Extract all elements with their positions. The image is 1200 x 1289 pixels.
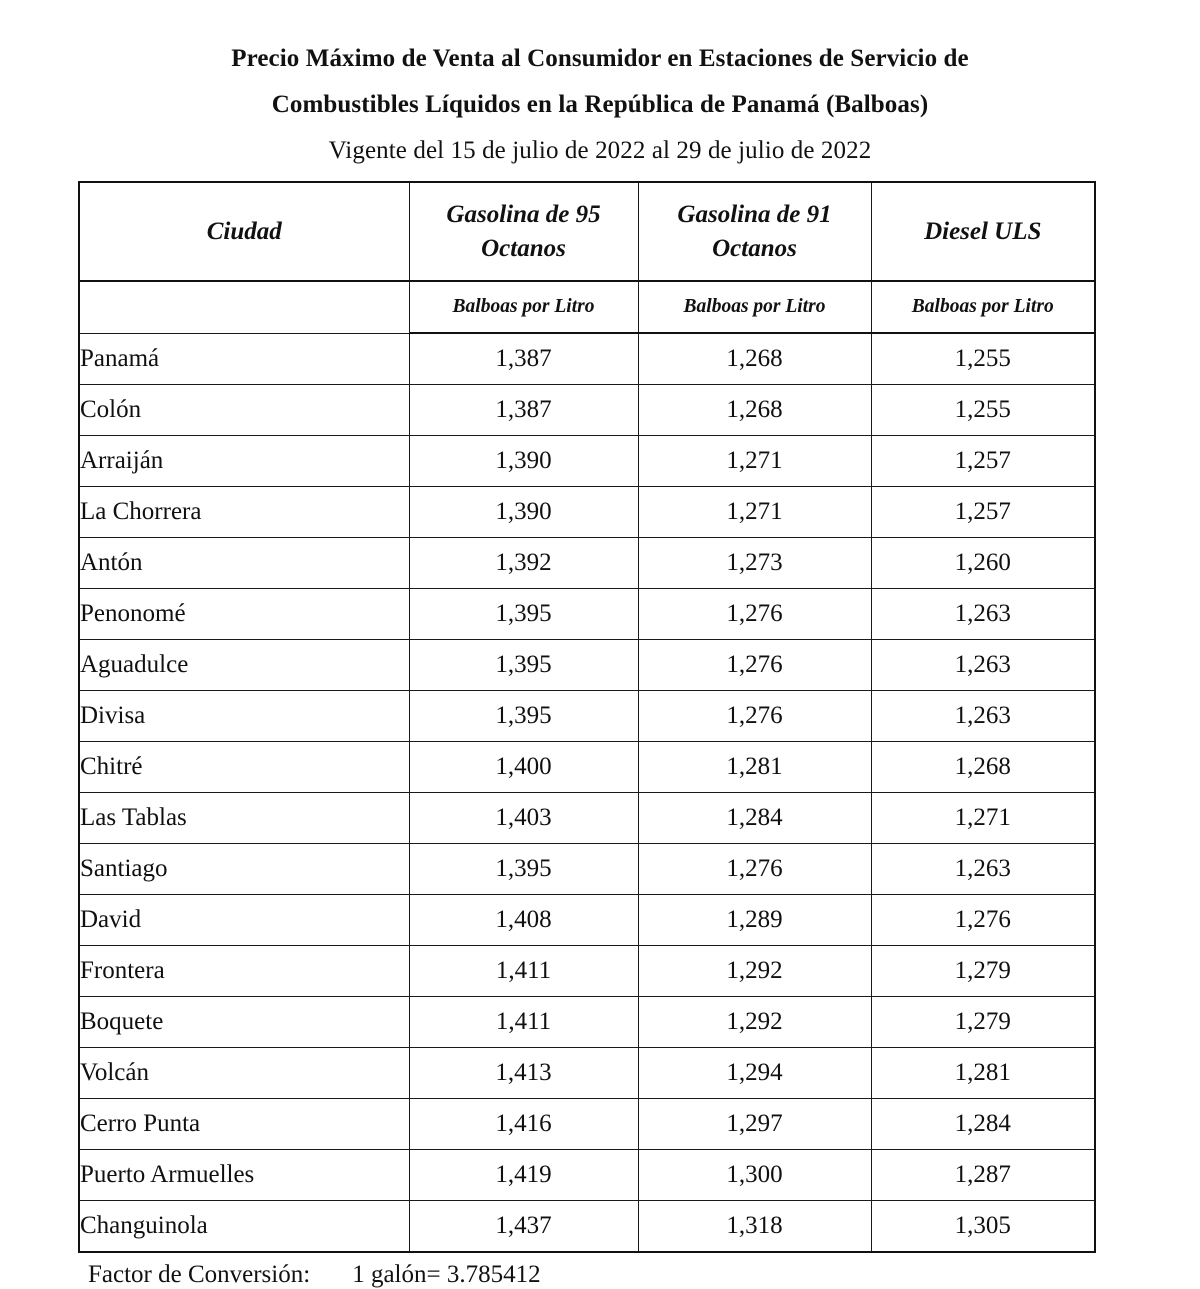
cell-gasolina-91: 1,276: [638, 640, 871, 691]
cell-gasolina-91: 1,271: [638, 487, 871, 538]
cell-gasolina-91: 1,318: [638, 1201, 871, 1253]
table-row: [79, 1150, 1095, 1201]
cell-gasolina-95: 1,387: [409, 333, 638, 385]
unit-header-gasolina-95: Balboas por Litro: [409, 281, 638, 333]
cell-gasolina-91: 1,289: [638, 895, 871, 946]
cell-gasolina-95: 1,411: [409, 997, 638, 1048]
fuel-price-table: [78, 181, 1096, 1253]
cell-city: Divisa: [79, 691, 409, 742]
cell-gasolina-91: 1,276: [638, 691, 871, 742]
cell-city: David: [79, 895, 409, 946]
unit-header-gasolina-91: Balboas por Litro: [638, 281, 871, 333]
table-header: [79, 182, 1095, 333]
cell-city: Changuinola: [79, 1201, 409, 1253]
table-row: [79, 997, 1095, 1048]
cell-diesel-uls: 1,271: [871, 793, 1095, 844]
price-table-container: [78, 181, 1094, 1253]
table-row: [79, 742, 1095, 793]
table-row: [79, 844, 1095, 895]
cell-diesel-uls: 1,263: [871, 691, 1095, 742]
cell-gasolina-91: 1,276: [638, 844, 871, 895]
cell-gasolina-95: 1,416: [409, 1099, 638, 1150]
cell-diesel-uls: 1,287: [871, 1150, 1095, 1201]
table-row: [79, 946, 1095, 997]
conversion-factor-footer: [88, 1261, 1200, 1289]
cell-diesel-uls: 1,268: [871, 742, 1095, 793]
cell-gasolina-95: 1,419: [409, 1150, 638, 1201]
cell-gasolina-95: 1,400: [409, 742, 638, 793]
cell-gasolina-91: 1,284: [638, 793, 871, 844]
cell-gasolina-95: 1,411: [409, 946, 638, 997]
cell-diesel-uls: 1,279: [871, 997, 1095, 1048]
cell-city: Panamá: [79, 333, 409, 385]
table-row: [79, 333, 1095, 385]
cell-city: Frontera: [79, 946, 409, 997]
cell-gasolina-91: 1,273: [638, 538, 871, 589]
cell-diesel-uls: 1,281: [871, 1048, 1095, 1099]
cell-diesel-uls: 1,255: [871, 385, 1095, 436]
column-header-gasolina-91: Gasolina de 91 Octanos: [638, 182, 871, 281]
table-body: [79, 333, 1095, 1252]
conversion-factor-label: Factor de Conversión:: [88, 1261, 311, 1288]
cell-diesel-uls: 1,263: [871, 640, 1095, 691]
column-header-ciudad: Ciudad: [79, 182, 409, 281]
cell-gasolina-91: 1,268: [638, 385, 871, 436]
conversion-factor-value: 1 galón= 3.785412: [352, 1261, 541, 1288]
cell-gasolina-91: 1,281: [638, 742, 871, 793]
cell-gasolina-95: 1,395: [409, 691, 638, 742]
cell-diesel-uls: 1,263: [871, 844, 1095, 895]
cell-city: Antón: [79, 538, 409, 589]
cell-gasolina-91: 1,292: [638, 997, 871, 1048]
table-row: [79, 1201, 1095, 1253]
cell-gasolina-91: 1,276: [638, 589, 871, 640]
table-row: [79, 589, 1095, 640]
cell-diesel-uls: 1,257: [871, 487, 1095, 538]
table-row: [79, 895, 1095, 946]
cell-gasolina-95: 1,437: [409, 1201, 638, 1253]
table-row: [79, 691, 1095, 742]
cell-city: Cerro Punta: [79, 1099, 409, 1150]
cell-diesel-uls: 1,276: [871, 895, 1095, 946]
cell-gasolina-91: 1,268: [638, 333, 871, 385]
table-row: [79, 436, 1095, 487]
document-title-block: [0, 0, 1200, 174]
table-row: [79, 487, 1095, 538]
cell-gasolina-91: 1,292: [638, 946, 871, 997]
column-header-gasolina-95: Gasolina de 95 Octanos: [409, 182, 638, 281]
table-header-row-units: [79, 281, 1095, 333]
cell-gasolina-95: 1,395: [409, 640, 638, 691]
cell-gasolina-95: 1,413: [409, 1048, 638, 1099]
table-row: [79, 640, 1095, 691]
cell-city: Aguadulce: [79, 640, 409, 691]
cell-diesel-uls: 1,255: [871, 333, 1095, 385]
cell-city: Las Tablas: [79, 793, 409, 844]
cell-diesel-uls: 1,260: [871, 538, 1095, 589]
column-header-diesel-uls: Diesel ULS: [871, 182, 1095, 281]
cell-city: Puerto Armuelles: [79, 1150, 409, 1201]
cell-city: Arraiján: [79, 436, 409, 487]
cell-gasolina-95: 1,408: [409, 895, 638, 946]
page-title-line-2: Combustibles Líquidos en la República de Panamá (Balboas): [271, 91, 929, 118]
table-row: [79, 793, 1095, 844]
cell-gasolina-95: 1,390: [409, 487, 638, 538]
cell-gasolina-91: 1,300: [638, 1150, 871, 1201]
table-row: [79, 1099, 1095, 1150]
cell-gasolina-95: 1,403: [409, 793, 638, 844]
table-row: [79, 1048, 1095, 1099]
cell-gasolina-95: 1,392: [409, 538, 638, 589]
cell-gasolina-95: 1,395: [409, 589, 638, 640]
unit-header-diesel-uls: Balboas por Litro: [871, 281, 1095, 333]
cell-city: La Chorrera: [79, 487, 409, 538]
table-row: [79, 385, 1095, 436]
page-title-line-1: Precio Máximo de Venta al Consumidor en Estaciones de Servicio de: [231, 45, 969, 72]
cell-city: Boquete: [79, 997, 409, 1048]
cell-gasolina-95: 1,395: [409, 844, 638, 895]
page-title-line-3: Vigente del 15 de julio de 2022 al 29 de julio de 2022: [328, 137, 872, 164]
cell-city: Penonomé: [79, 589, 409, 640]
cell-gasolina-95: 1,387: [409, 385, 638, 436]
table-header-row-main: [79, 182, 1095, 281]
cell-gasolina-91: 1,271: [638, 436, 871, 487]
cell-diesel-uls: 1,263: [871, 589, 1095, 640]
cell-diesel-uls: 1,279: [871, 946, 1095, 997]
cell-city: Volcán: [79, 1048, 409, 1099]
cell-gasolina-95: 1,390: [409, 436, 638, 487]
unit-header-ciudad: [79, 281, 409, 333]
cell-diesel-uls: 1,284: [871, 1099, 1095, 1150]
cell-city: Colón: [79, 385, 409, 436]
cell-diesel-uls: 1,257: [871, 436, 1095, 487]
table-row: [79, 538, 1095, 589]
cell-city: Santiago: [79, 844, 409, 895]
cell-gasolina-91: 1,294: [638, 1048, 871, 1099]
cell-city: Chitré: [79, 742, 409, 793]
cell-gasolina-91: 1,297: [638, 1099, 871, 1150]
cell-diesel-uls: 1,305: [871, 1201, 1095, 1253]
